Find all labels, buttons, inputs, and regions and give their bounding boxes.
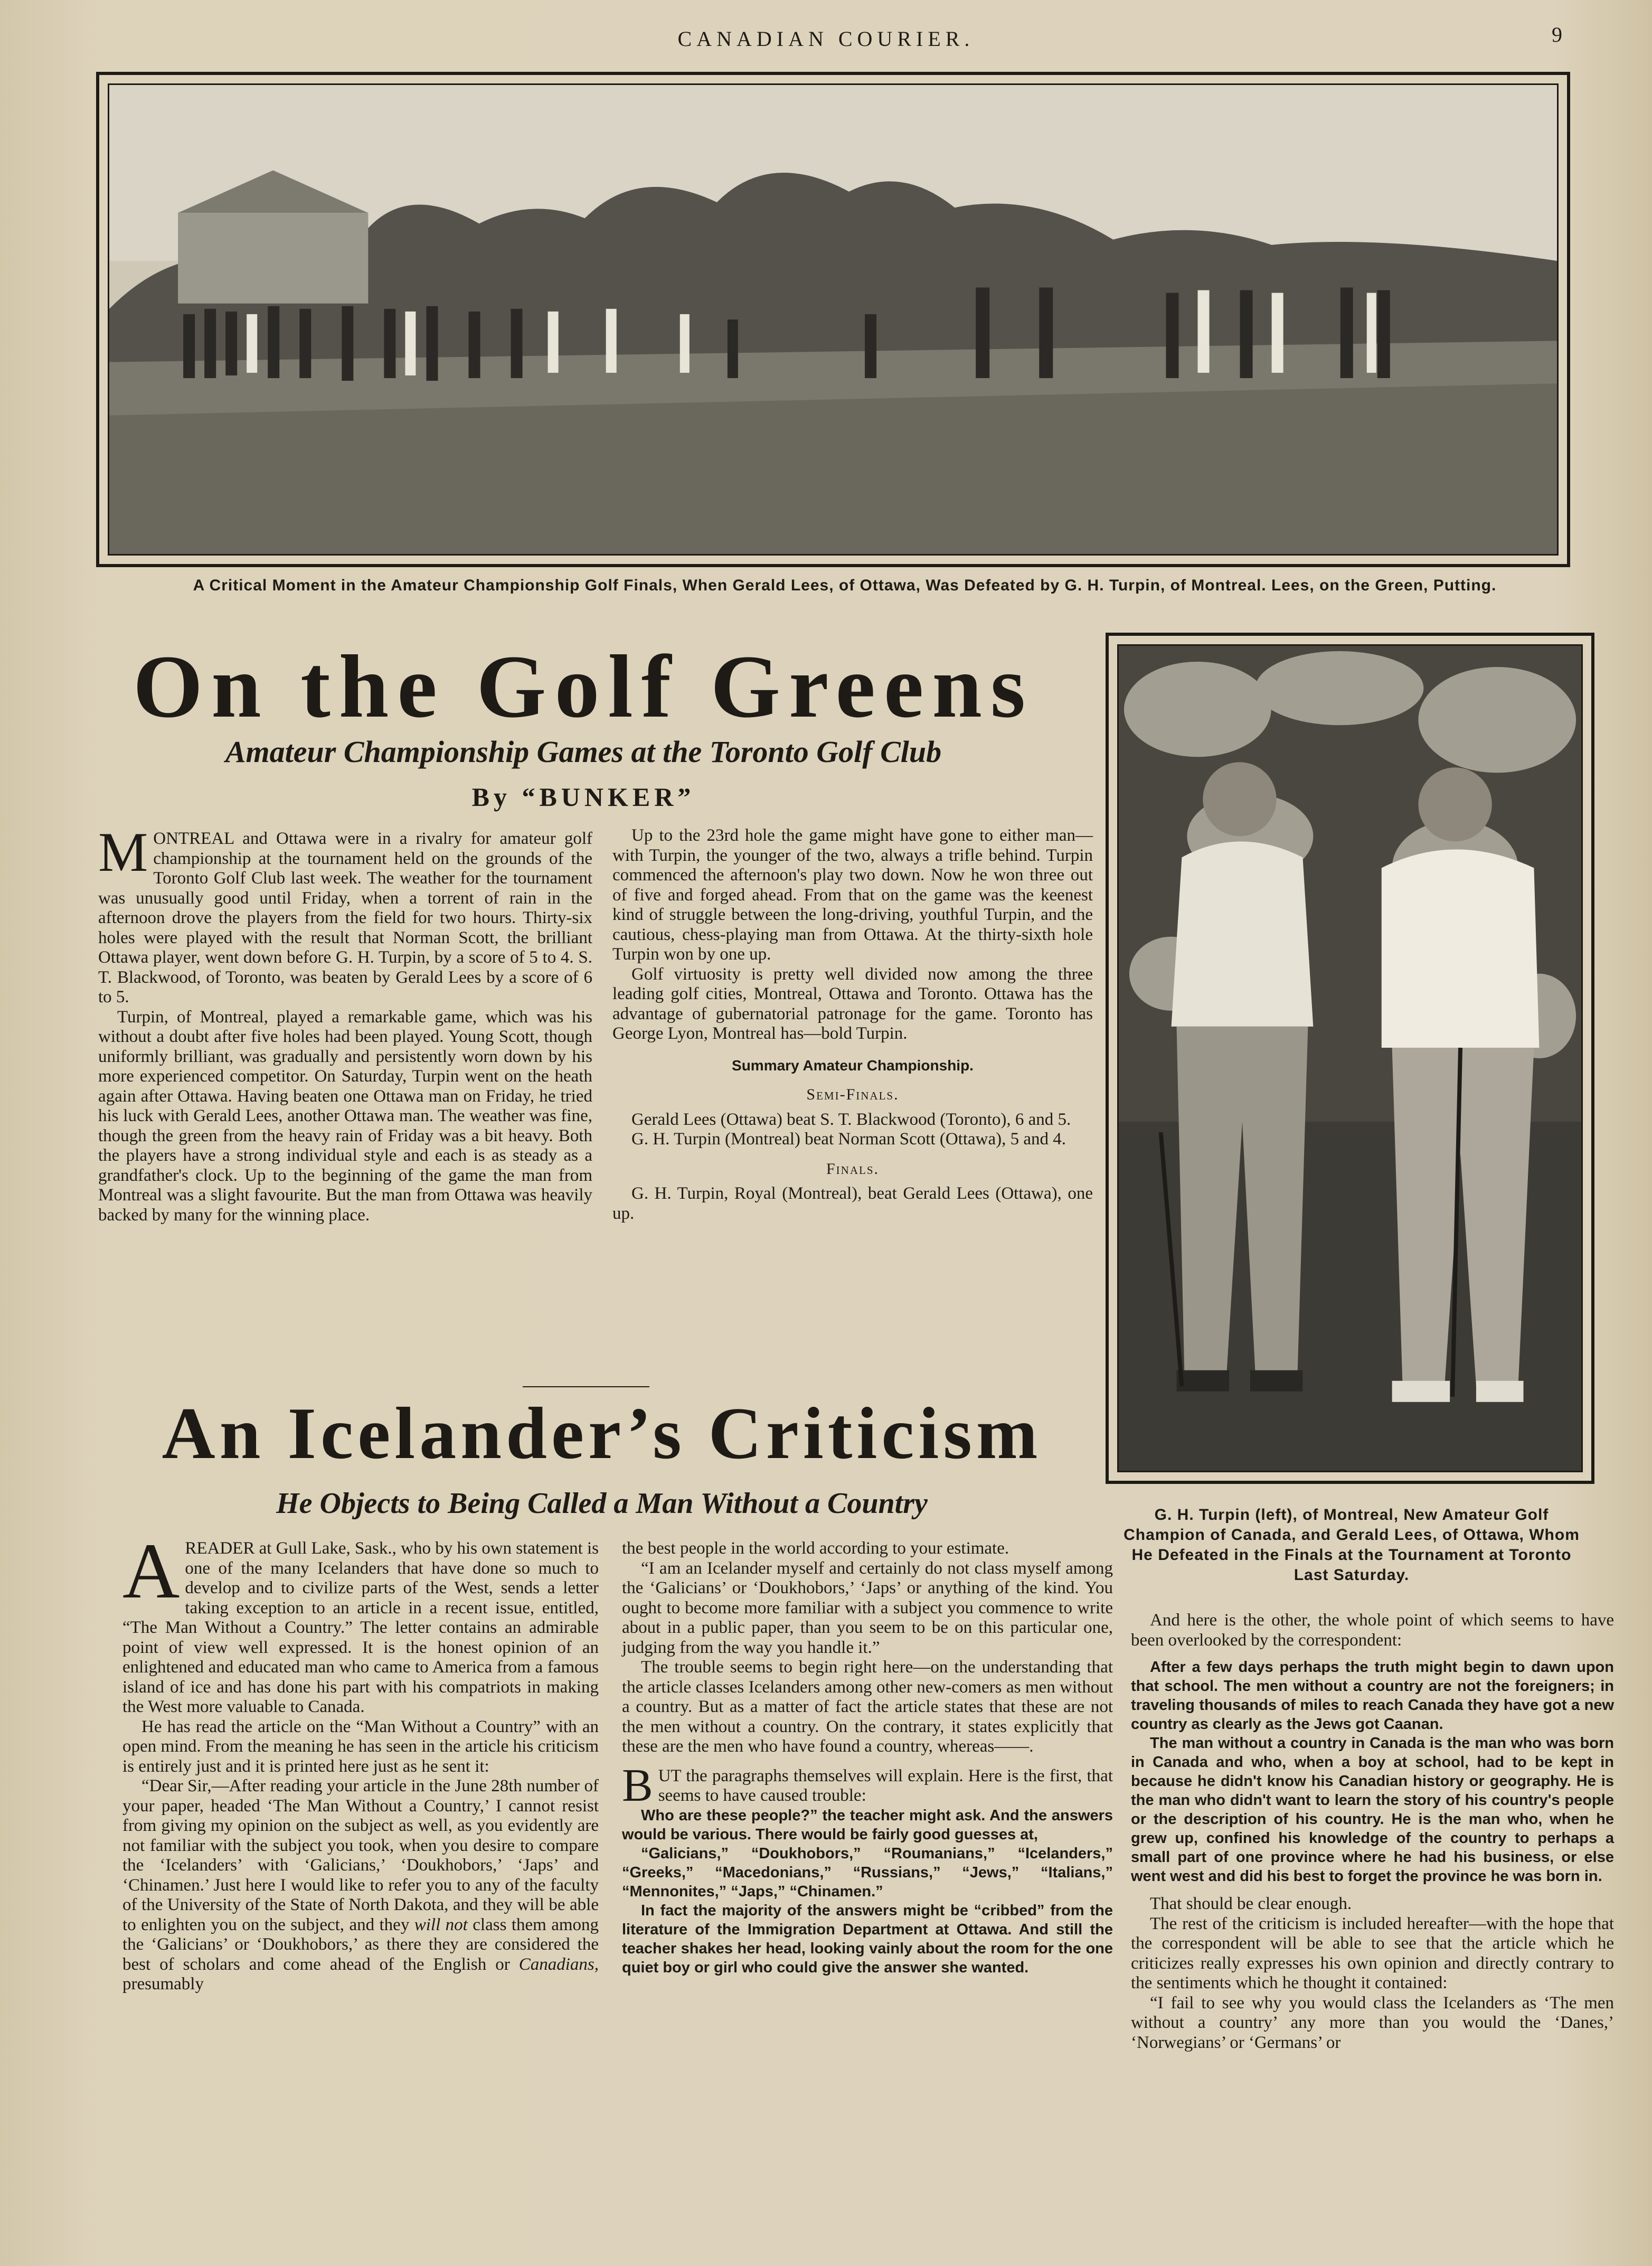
article2-col2-q3: In fact the majority of the answers might be “cribbed” from the literature of the Immigration Department at Ottawa. And still the teacher shakes her head, looking vainly about the room for the one quiet boy or girl who could give the answer she wanted. xyxy=(622,1902,1113,1976)
article2-subhead: He Objects to Being Called a Man Without a Country xyxy=(276,1487,928,1520)
finals-label: Finals. xyxy=(826,1160,879,1178)
article2-col1-p3 xyxy=(122,1776,599,1995)
golfers-portrait-image xyxy=(1117,644,1583,1472)
golfers-portrait-photo xyxy=(1106,633,1594,1484)
article2-col3-q2: The man without a country in Canada is the man who was born in Canada and who, when a boy at school, had to be kept in because he didn't know his Canadian history or geography. He is the man who didn't want to learn the story of his country's people or the description of his country. He is the man who, when he grew up, confined his knowledge of the country to perhaps a small part of one province where he had his business, or else went west and did his best to forget the province he was born in. xyxy=(1131,1735,1614,1885)
dropcap-b: B xyxy=(622,1760,653,1811)
dropcap-m: M xyxy=(98,821,148,883)
final-1: G. H. Turpin, Royal (Montreal), beat Gerald Lees (Ottawa), one up. xyxy=(612,1184,1093,1223)
article-divider xyxy=(523,1386,649,1387)
article2-col3-p3: The rest of the criticism is included hereafter—with the hope that the correspondent will be able to see that the article which he criticizes really expresses his own opinion and directly contrary to the sentiments which he thought it contained: xyxy=(1131,1914,1614,1992)
article2-col3-p4: “I fail to see why you would class the Icelanders as ‘The men without a country’ any more than you would the ‘Danes,’ ‘Norwegians’ or ‘Germans’ or xyxy=(1131,1993,1614,2052)
running-title: CANADIAN COURIER. xyxy=(677,27,975,51)
article2-col1-p2: He has read the article on the “Man Without a Country” with an open mind. From the meaning he has seen in the article his criticism is entirely just and it is printed here just as he sent it: xyxy=(122,1717,599,1776)
article2-col2-q1: Who are these people?” the teacher might ask. And the answers would be various. There would be fairly good guesses at, xyxy=(622,1807,1113,1843)
article1-byline: By “BUNKER” xyxy=(471,782,695,812)
article2-column3 xyxy=(1131,1611,1614,2053)
article2-col2-p1: the best people in the world according to your estimate. xyxy=(622,1539,1009,1558)
letter-text-b: class them among the ‘Galicians’ or ‘Doukhobors,’ as there they are considered the best of scholars and come ahead of the English or xyxy=(122,1915,599,1974)
letter-emphasis-2: Canadians, xyxy=(518,1954,599,1974)
article2-col2-q2: “Galicians,” “Doukhobors,” “Roumanians,” “Icelanders,” “Greeks,” “Macedonians,” “Russians,” “Jews,” “Italians,” “Mennonites,” “Japs,” “Chinamen.” xyxy=(622,1845,1113,1900)
letter-emphasis: will not xyxy=(414,1915,468,1934)
article2-col2-p2: “I am an Icelander myself and certainly do not class myself among the ‘Galicians’ or ‘Doukhobors,’ ‘Japs’ or anything of the kind. You ought to become more familiar with a subject you commence to write about in a public paper, than you seem to be on this particular one, judging from the way you handle it.” xyxy=(622,1558,1113,1657)
golfers-illustration xyxy=(1119,646,1581,1471)
article1-col2-p2: Golf virtuosity is pretty well divided now among the three leading golf cities, Montreal, Ottawa and Toronto. Ottawa has the advantage of gubernatorial patronage for the game. Toronto has George Lyon, Montreal has—bold Turpin. xyxy=(612,964,1093,1043)
article2-headline: An Icelander’s Criticism xyxy=(162,1393,1042,1474)
photo1-caption: A Critical Moment in the Amateur Championship Golf Finals, When Gerald Lees, of Ottawa, Was Defeated by G. H. Turpin, of Montreal. Lees, on the Green, Putting. xyxy=(193,577,1497,594)
page-number: 9 xyxy=(1552,23,1562,46)
article1-col1-p2: Turpin, of Montreal, played a remarkable game, which was his without a doubt after five holes had been played. Young Scott, though uniformly brilliant, was gradually and persistently worn down by his more experienced competitor. On Saturday, Turpin went on the heath again after Ottawa. Having beaten one Ottawa man on Friday, he tried his luck with Gerald Lees, another Ottawa man. The weather was fine, though the green from the heavy rain of Friday was a bit heavy. Both the players have a strong individual style and each is as steady as a grandfather's clock. Up to the beginning of the game the man from Montreal was a slight favourite. But the man from Ottawa was heavily backed by many for the winning place. xyxy=(98,1007,592,1225)
article1-column1 xyxy=(98,821,592,1225)
letter-text-a: “Dear Sir,—After reading your article in the June 28th number of your paper, headed ‘The Man Without a Country,’ I cannot resist from giving my opinion on the subject as well, as you evidently are not familiar with the subject you took, when you desire to compare the ‘Icelanders’ with ‘Galicians,’ ‘Doukhobors,’ ‘Japs’ and ‘Chinamen.’ Just here I would like to refer you to any of the faculty of the University of the State of North Dakota, and they will be able to enlighten you on the subject, and they xyxy=(122,1776,599,1934)
golf-green-photo-image xyxy=(108,83,1559,556)
semi-final-2: G. H. Turpin (Montreal) beat Norman Scott (Ottawa), 5 and 4. xyxy=(631,1130,1066,1149)
article2-col3-p2: That should be clear enough. xyxy=(1150,1894,1352,1913)
article2-col2-p3: The trouble seems to begin right here—on the understanding that the article classes Icelanders among other new-comers as men without a country. But as a matter of fact the article states that these are not the men without a country. On the contrary, it states explicitly that these are the men who have found a country, whereas——. xyxy=(622,1658,1113,1756)
dropcap-a: A xyxy=(122,1527,180,1615)
article2-col1-p1: READER at Gull Lake, Sask., who by his own statement is one of the many Icelanders that have done so much to develop and to civilize parts of the West, sends a letter taking exception to an article in a recent issue, entitled, “The Man Without a Country.” The letter contains an admirable point of view well expressed. It is the honest opinion of an enlightened and educated man who came to America from a famous island of ice and has done his part with his compatriots in making the West more valuable to Canada. xyxy=(122,1539,599,1716)
article2-col3-q1: After a few days perhaps the truth might begin to dawn upon that school. The men without a country are not the foreigners; in traveling thousands of miles to reach Canada they have got a new country as clearly as the Jews got Caanan. xyxy=(1131,1659,1614,1733)
article1-col1-p1: ONTREAL and Ottawa were in a rivalry for amateur golf championship at the tournament held on the grounds of the Toronto Golf Club last week. The weather for the tournament was unusually good until Friday, when a torrent of rain in the afternoon drove the players from the field for two hours. Thirty-six holes were played with the result that Norman Scott, the brilliant Ottawa player, went down before G. H. Turpin, by a score of 5 to 4. S. T. Blackwood, of Toronto, was beaten by Gerald Lees by a score of 6 to 5. xyxy=(98,829,592,1007)
article2-col3-p1: And here is the other, the whole point of which seems to have been overlooked by the correspondent: xyxy=(1131,1611,1614,1650)
article1-col2-p1: Up to the 23rd hole the game might have gone to either man—with Turpin, the younger of the two, always a trifle behind. Turpin commenced the afternoon's play two down. Now he won three out of five and forged ahead. From that on the game was the keenest kind of struggle between the long-driving, youthful Turpin, and the cautious, chess-playing man from Ottawa. At the thirty-sixth hole Turpin won by one up. xyxy=(612,826,1093,964)
article2-col2-p4: UT the paragraphs themselves will explain. Here is the first, that seems to have caused trouble: xyxy=(658,1766,1113,1805)
golf-green-illustration xyxy=(109,85,1557,554)
article1-headline: On the Golf Greens xyxy=(133,637,1034,736)
golf-green-photo xyxy=(96,72,1570,567)
semi-final-1: Gerald Lees (Ottawa) beat S. T. Blackwood (Toronto), 6 and 5. xyxy=(631,1110,1071,1129)
photo2-caption: G. H. Turpin (left), of Montreal, New Amateur Golf Champion of Canada, and Gerald Lees, of Ottawa, Whom He Defeated in the Finals at the Tournament at Toronto Last Saturday. xyxy=(1124,1506,1580,1584)
summary-title: Summary Amateur Championship. xyxy=(732,1057,974,1074)
article1-subhead: Amateur Championship Games at the Toronto Golf Club xyxy=(225,735,942,769)
article1-column2 xyxy=(612,826,1093,1224)
semi-finals-label: Semi-Finals. xyxy=(806,1086,899,1103)
letter-text-c: presumably xyxy=(122,1974,204,1994)
article2-column1 xyxy=(122,1527,599,1995)
article2-column2 xyxy=(622,1539,1113,1977)
